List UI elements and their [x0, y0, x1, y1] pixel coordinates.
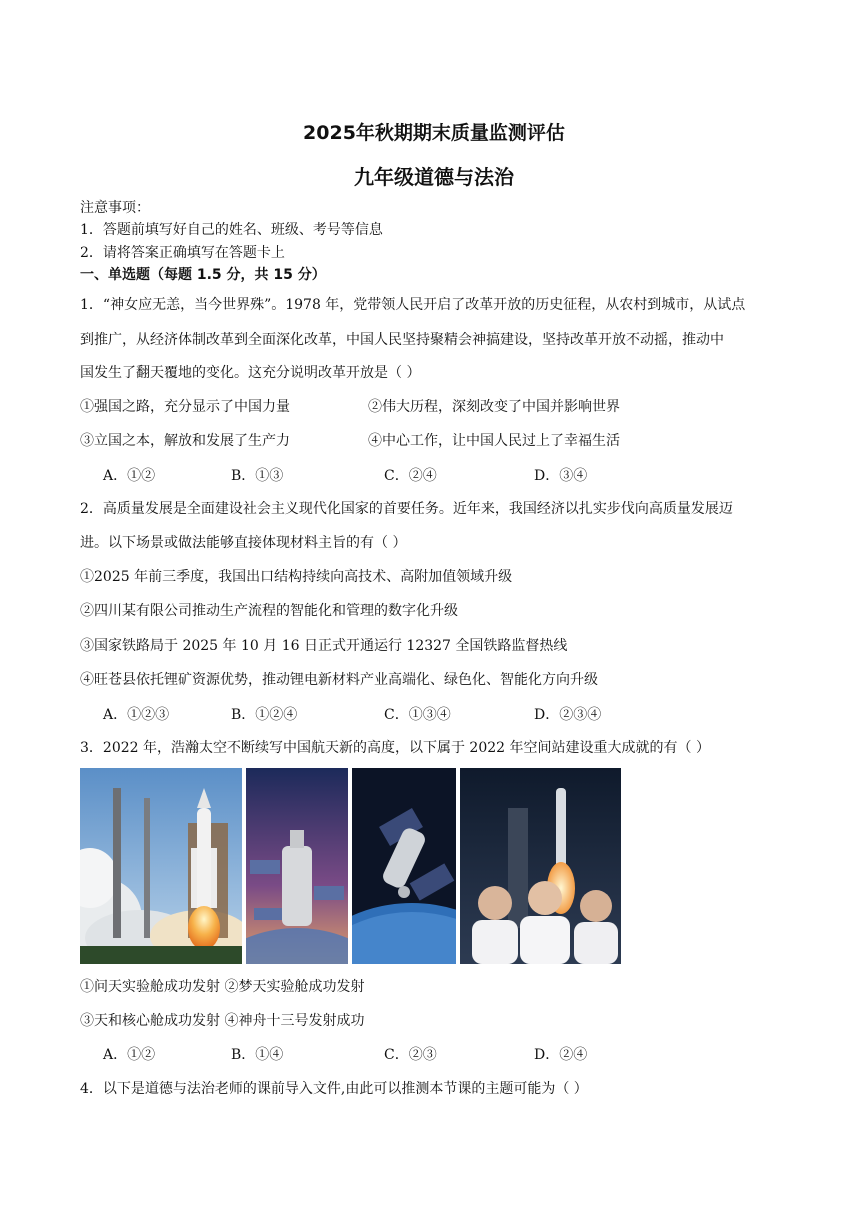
q2-option-c[interactable]: C．①③④: [384, 707, 451, 723]
q1-option-b[interactable]: B．①③: [231, 468, 284, 484]
spacecraft-module-photo: [352, 768, 456, 964]
q4-line: 4．以下是道德与法治老师的课前导入文件,由此可以推测本节课的主题可能为（ ）: [80, 1081, 588, 1097]
q3-option-c[interactable]: C．②③: [384, 1047, 437, 1063]
section-heading: 一、单选题（每题 1.5 分，共 15 分）: [80, 267, 326, 283]
notice-heading: 注意事项：: [80, 200, 150, 216]
q3-option-d[interactable]: D．②④: [534, 1047, 588, 1063]
notice-item-1: 1．答题前填写好自己的姓名、班级、考号等信息: [80, 222, 383, 238]
q2-option-b[interactable]: B．①②④: [231, 707, 298, 723]
q1-line-1: 1．“神女应无恙，当今世界殊”。1978 年，党带领人民开启了改革开放的历史征程，从农村到城市，从试点: [80, 297, 746, 313]
q1-statement-1: ①强国之路，充分显示了中国力量: [80, 399, 290, 415]
q3-statements-1-2: ①问天实验舱成功发射 ②梦天实验舱成功发射: [80, 979, 365, 995]
space-station-earth-photo: [246, 768, 348, 964]
q1-line-3: 国发生了翻天覆地的变化。这充分说明改革开放是（ ）: [80, 365, 421, 381]
q1-statement-3: ③立国之本，解放和发展了生产力: [80, 433, 290, 449]
q1-option-d[interactable]: D．③④: [534, 468, 588, 484]
q1-option-c[interactable]: C．②④: [384, 468, 437, 484]
q1-line-2: 到推广，从经济体制改革到全面深化改革，中国人民坚持聚精会神搞建设，坚持改革开放不动摇，推动中: [80, 332, 724, 348]
astronauts-launch-photo: [460, 768, 621, 964]
q1-option-a[interactable]: A．①②: [103, 468, 156, 484]
q3-line: 3．2022 年，浩瀚太空不断续写中国航天新的高度，以下属于 2022 年空间站建设重大成就的有（ ）: [80, 740, 710, 756]
q3-option-a[interactable]: A．①②: [103, 1047, 156, 1063]
exam-title: 2025年秋期期末质量监测评估: [303, 122, 565, 144]
notice-item-2: 2．请将答案正确填写在答题卡上: [80, 245, 285, 261]
q1-statement-4: ④中心工作，让中国人民过上了幸福生活: [368, 433, 620, 449]
q3-statements-3-4: ③天和核心舱成功发射 ④神舟十三号发射成功: [80, 1013, 365, 1029]
exam-subtitle: 九年级道德与法治: [354, 165, 514, 189]
q2-line-1: 2．高质量发展是全面建设社会主义现代化国家的首要任务。近年来，我国经济以扎实步伐向高质量发展迈: [80, 501, 733, 517]
q2-line-2: 进。以下场景或做法能够直接体现材料主旨的有（ ）: [80, 535, 407, 551]
q3-option-b[interactable]: B．①④: [231, 1047, 284, 1063]
q2-option-d[interactable]: D．②③④: [534, 707, 602, 723]
q2-statement-3: ③国家铁路局于 2025 年 10 月 16 日正式开通运行 12327 全国铁路监督热线: [80, 638, 568, 654]
q2-statement-2: ②四川某有限公司推动生产流程的智能化和管理的数字化升级: [80, 603, 458, 619]
q1-statement-2: ②伟大历程，深刻改变了中国并影响世界: [368, 399, 620, 415]
q2-statement-1: ①2025 年前三季度，我国出口结构持续向高技术、高附加值领域升级: [80, 569, 513, 585]
rocket-launch-photo: [80, 768, 242, 964]
q2-option-a[interactable]: A．①②③: [103, 707, 170, 723]
q2-statement-4: ④旺苍县依托锂矿资源优势，推动锂电新材料产业高端化、绿色化、智能化方向升级: [80, 672, 598, 688]
